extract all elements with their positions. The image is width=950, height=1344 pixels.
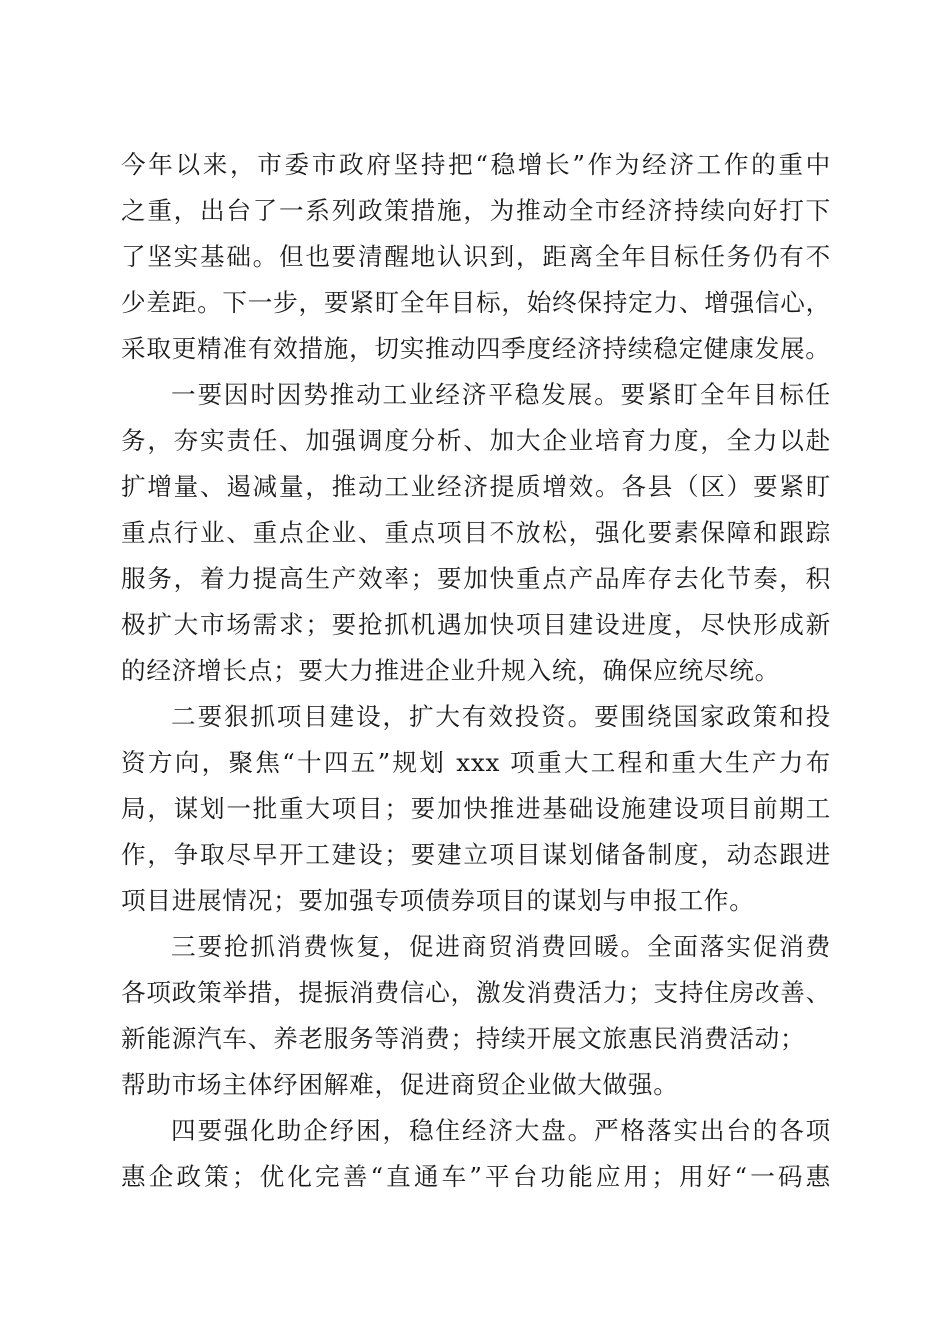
text-line: 惠企政策；优化完善“直通车”平台功能应用；用好“一码惠 [121,1162,831,1191]
paragraph-investment [121,694,831,924]
text-line: 之重，出台了一系列政策措施，为推动全市经济持续向好打下 [121,196,831,225]
text-line: 局，谋划一批重大项目；要加快推进基础设施建设项目前期工 [121,794,831,823]
text-line: 二要狠抓项目建设，扩大有效投资。要围绕国家政策和投 [171,702,831,731]
paragraph-intro [121,142,831,372]
text-line: 帮助市场主体纾困解难，促进商贸企业做大做强。 [121,1070,679,1099]
paragraph-enterprise-relief [121,1108,831,1200]
text-line: 务，夯实责任、加强调度分析、加大企业培育力度，全力以赴 [121,426,831,455]
paragraph-consumption [121,924,831,1108]
text-line: 重点行业、重点企业、重点项目不放松，强化要素保障和跟踪 [121,518,831,547]
text-line: 服务，着力提高生产效率；要加快重点产品库存去化节奏，积 [121,564,831,593]
text-line: 作，争取尽早开工建设；要建立项目谋划储备制度，动态跟进 [121,840,831,869]
text-line: 四要强化助企纾困，稳住经济大盘。严格落实出台的各项 [171,1116,831,1145]
document-body [121,142,831,1200]
paragraph-industry [121,372,831,694]
text-line: 项目进展情况；要加强专项债券项目的谋划与申报工作。 [121,886,755,915]
text-line: 资方向，聚焦“十四五”规划 xxx 项重大工程和重大生产力布 [121,748,831,777]
text-line: 新能源汽车、养老服务等消费；持续开展文旅惠民消费活动； [121,1024,806,1053]
text-line: 极扩大市场需求；要抢抓机遇加快项目建设进度，尽快形成新 [121,610,831,639]
text-line: 各项政策举措，提振消费信心，激发消费活力；支持住房改善、 [121,978,831,1007]
text-line: 今年以来，市委市政府坚持把“稳增长”作为经济工作的重中 [121,150,831,179]
text-line: 一要因时因势推动工业经济平稳发展。要紧盯全年目标任 [171,380,831,409]
text-line: 少差距。下一步，要紧盯全年目标，始终保持定力、增强信心， [121,288,831,317]
text-line: 的经济增长点；要大力推进企业升规入统，确保应统尽统。 [121,656,780,685]
text-line: 采取更精准有效措施，切实推动四季度经济持续稳定健康发展。 [121,334,831,363]
text-line: 扩增量、遏减量，推动工业经济提质增效。各县（区）要紧盯 [121,472,831,501]
text-line: 了坚实基础。但也要清醒地认识到，距离全年目标任务仍有不 [121,242,831,271]
text-line: 三要抢抓消费恢复，促进商贸消费回暖。全面落实促消费 [171,932,831,961]
